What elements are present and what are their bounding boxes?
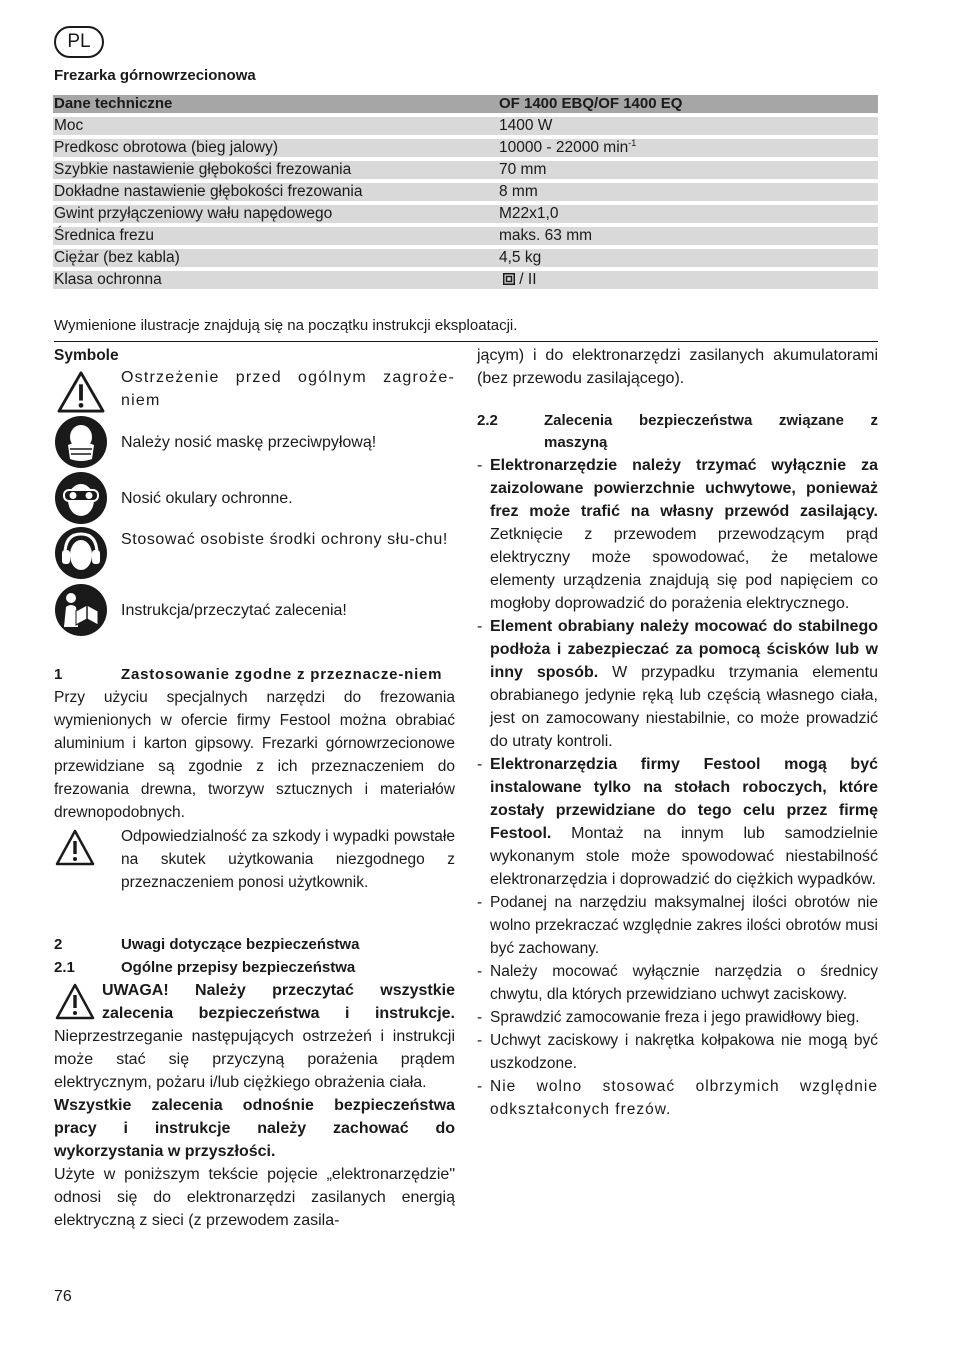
warning-triangle-icon [54, 369, 108, 413]
dust-mask-icon [54, 415, 108, 469]
bullet-bold: Elektronarzędzia firmy Festool mogą być instalowane tylko na stołach roboczych, które zostały przewidziane do tego celu przez firmę Festool. [490, 756, 878, 842]
spec-value: maks. 63 mm [497, 227, 878, 245]
bullet-text: Nie wolno stosować olbrzymich względnie odkształconych frezów. [490, 1078, 878, 1118]
list-item: - Sprawdzić zamocowanie freza i jego prawidłowy bieg. [477, 1006, 878, 1029]
spec-label: Dokładne nastawienie głębokości frezowania [53, 183, 497, 201]
symbol-row [54, 470, 455, 526]
read-manual-icon [54, 583, 108, 637]
language-badge: PL [54, 26, 104, 58]
spec-label: Średnica frezu [53, 227, 497, 245]
warning-triangle-icon [54, 828, 96, 866]
table-row [53, 249, 878, 267]
bullet-body: Zetknięcie z przewodem przewodzącym prąd elektryczny może spowodować, że metalowe elementy urządzenia znajdują się pod napięciem co mogłoby doprowadzić do porażenia elektrycznego. [490, 526, 878, 612]
bullet-body: Montaż na innym lub samodzielnie wykonanym stole może spowodować niestabilność elektronarzędzia i doprowadzić do ciężkich wypadków. [490, 825, 878, 888]
section-title: Uwagi dotyczące bezpieczeństwa [121, 936, 360, 953]
symbol-text: Nosić okulary ochronne. [121, 489, 293, 507]
bullet-text: Podanej na narzędziu maksymalnej ilości obrotów nie wolno przekraczać względnie zakres ilości obrotów musi być zachowany. [490, 894, 878, 957]
list-item: - Elektronarzędzie należy trzymać wyłącznie za zaizolowane powierzchnie uchwytowe, ponieważ frez może trafić na własny przewód zasilający. Zetknięcie z przewodem przewodzącym prąd elektryczny może spowodować, że metalowe elementy urządzenia znajdują się pod napięciem co mogłoby doprowadzić do porażenia elektrycznego. [477, 454, 878, 615]
symbol-row [54, 582, 455, 638]
symbol-text: Instrukcja/przeczytać zalecenia! [121, 601, 347, 619]
spec-value [497, 139, 878, 157]
bullet-bold: Elektronarzędzie należy trzymać wyłącznie za zaizolowane powierzchnie uchwytowe, ponieważ frez może trafić na własny przewód zasilający. [490, 457, 878, 520]
general-warning-text [54, 979, 455, 1094]
spec-label: Szybkie nastawienie głębokości frezowania [53, 161, 497, 179]
bullet-bold: Element obrabiany należy mocować do stabilnego podłoża i zabezpieczać za pomocą ścisków lub w inny sposób. [490, 618, 878, 681]
section-2-2-heading [477, 410, 878, 454]
right-column [477, 344, 878, 1121]
page-number: 76 [54, 1288, 72, 1305]
spec-value [497, 271, 878, 289]
section-title: Ogólne przepisy bezpieczeństwa [121, 959, 356, 976]
section-number: 2 [54, 936, 63, 953]
spec-table [53, 91, 878, 293]
list-item: - Podanej na narzędziu maksymalnej ilości obrotów nie wolno przekraczać względnie zakres ilości obrotów musi być zachowany. [477, 891, 878, 960]
product-title: Frezarka górnowrzecionowa [54, 67, 256, 84]
speed-unit-exponent: -1 [628, 138, 637, 148]
section-2-1-heading [54, 956, 455, 979]
bullet-text [490, 615, 878, 753]
list-item: - Należy mocować wyłącznie narzędzia o średnicy chwytu, dla których przewidziano uchwyt zaciskowy. [477, 960, 878, 1006]
bullet-text [490, 454, 878, 615]
symbol-text: Ostrzeżenie przed ogólnym zagroże-niem [121, 369, 455, 409]
section-1-paragraph: Przy użyciu specjalnych narzędzi do frezowania wymienionych w ofercie firmy Festool można obrabiać aluminium i karton gipsowy. Frezarki górnowrzecionowe przewidziane są zgodnie z ich przeznaczeniem do frezowania drewna, tworzyw sztucznych i materiałów drewnopodobnych. [54, 689, 455, 821]
section-1-heading [54, 663, 455, 686]
symbol-row [54, 367, 455, 414]
spec-table-header [53, 95, 878, 113]
section-title: Zalecenia bezpieczeństwa związane z maszyną [544, 412, 878, 451]
bullet-text: Należy mocować wyłącznie narzędzia o średnicy chwytu, dla których przewidziano uchwyt zaciskowy. [490, 963, 878, 1003]
symbols-heading: Symbole [54, 347, 119, 364]
symbol-row [54, 526, 455, 582]
spec-value: 8 mm [497, 183, 878, 201]
section-title: Zastosowanie zgodne z przeznacze-niem [121, 666, 443, 683]
goggles-icon [54, 471, 108, 525]
spec-header-label: Dane techniczne [53, 95, 497, 113]
ear-protection-icon [54, 526, 108, 580]
section-2-heading [54, 933, 455, 956]
table-row [53, 161, 878, 179]
bullet-text: Uchwyt zaciskowy i nakrętka kołpakowa nie mogą być uszkodzone. [490, 1032, 878, 1072]
spec-label: Gwint przyłączeniowy wału napędowego [53, 205, 497, 223]
table-row [53, 205, 878, 223]
spec-value: 70 mm [497, 161, 878, 179]
list-item: - Nie wolno stosować olbrzymich względnie odkształconych frezów. [477, 1075, 878, 1121]
list-item: - Element obrabiany należy mocować do stabilnego podłoża i zabezpieczać za pomocą ścisków lub w inny sposób. W przypadku trzymania elementu obrabianego jedynie ręką lub częścią własnego ciała, jest on zamocowany niestabilnie, co może prowadzić do utraty kontroli. [477, 615, 878, 753]
bullet-body: W przypadku trzymania elementu obrabianego jedynie ręką lub częścią własnego ciała, jest on zamocowany niestabilnie, co może prowadzić do utraty kontroli. [490, 664, 879, 750]
speed-value: 10000 - 22000 min [499, 139, 629, 156]
spec-label: Ciężar (bez kabla) [53, 249, 497, 267]
left-column [54, 344, 455, 1232]
list-item: - Elektronarzędzia firmy Festool mogą być instalowane tylko na stołach roboczych, które zostały przewidziane do tego celu przez firmę Festool. Montaż na innym lub samodzielnie wykonanym stole może spowodować niestabilność elektronarzędzia i doprowadzić do ciężkich wypadków. [477, 753, 878, 891]
spec-label: Moc [53, 117, 497, 135]
liability-warning [54, 825, 455, 894]
general-warning-bold: UWAGA! Należy przeczytać wszystkie zalecenia bezpieczeństwa i instrukcje. [102, 982, 455, 1022]
double-insulation-icon [503, 273, 515, 285]
table-row [53, 117, 878, 135]
power-tool-term-text: Użyte w poniższym tekście pojęcie „elektronarzędzie" odnosi się do elektronarzędzi zasilanych energią elektryczną z sieci (z przewodem zasila- [54, 1166, 455, 1229]
spec-value: 4,5 kg [497, 249, 878, 267]
power-tool-term-continued: jącym) i do elektronarzędzi zasilanych akumulatorami (bez przewodu zasilającego). [477, 347, 878, 387]
general-warning-block [54, 979, 455, 1094]
section-number: 2.1 [54, 959, 75, 976]
divider [54, 341, 878, 342]
table-row [53, 227, 878, 245]
section-number: 1 [54, 666, 63, 683]
table-row [53, 183, 878, 201]
section-number: 2.2 [477, 412, 498, 429]
spec-header-model: OF 1400 EBQ/OF 1400 EQ [497, 95, 878, 113]
spec-label: Predkosc obrotowa (bieg jalowy) [53, 139, 497, 157]
protection-class-value: / II [515, 271, 537, 288]
symbol-text: Stosować osobiste środki ochrony słu-chu! [121, 531, 448, 548]
symbol-text: Należy nosić maskę przeciwpyłową! [121, 433, 377, 451]
table-row [53, 139, 878, 157]
spec-label: Klasa ochronna [53, 271, 497, 289]
spec-value: M22x1,0 [497, 205, 878, 223]
symbol-row [54, 414, 455, 470]
illustrations-note: Wymienione ilustracje znajdują się na początku instrukcji eksploatacji. [54, 317, 518, 334]
list-item: - Uchwyt zaciskowy i nakrętka kołpakowa nie mogą być uszkodzone. [477, 1029, 878, 1075]
general-warning-body: Nieprzestrzeganie następujących ostrzeżeń i instrukcji może stać się przyczyną porażenia prądem elektrycznym, pożaru i/lub ciężkiego obrażenia ciała. [54, 1028, 455, 1091]
warning-triangle-icon [54, 982, 96, 1020]
keep-instructions-text: Wszystkie zalecenia odnośnie bezpieczeństwa pracy i instrukcje należy zachować do wykorzystania w przyszłości. [54, 1097, 455, 1160]
bullet-text [490, 753, 878, 891]
table-row [53, 271, 878, 289]
bullet-text: Sprawdzić zamocowanie freza i jego prawidłowy bieg. [490, 1009, 860, 1026]
spec-value: 1400 W [497, 117, 878, 135]
liability-text: Odpowiedzialność za szkody i wypadki powstałe na skutek użytkowania niezgodnego z przeznaczeniem ponosi użytkownik. [121, 828, 455, 891]
